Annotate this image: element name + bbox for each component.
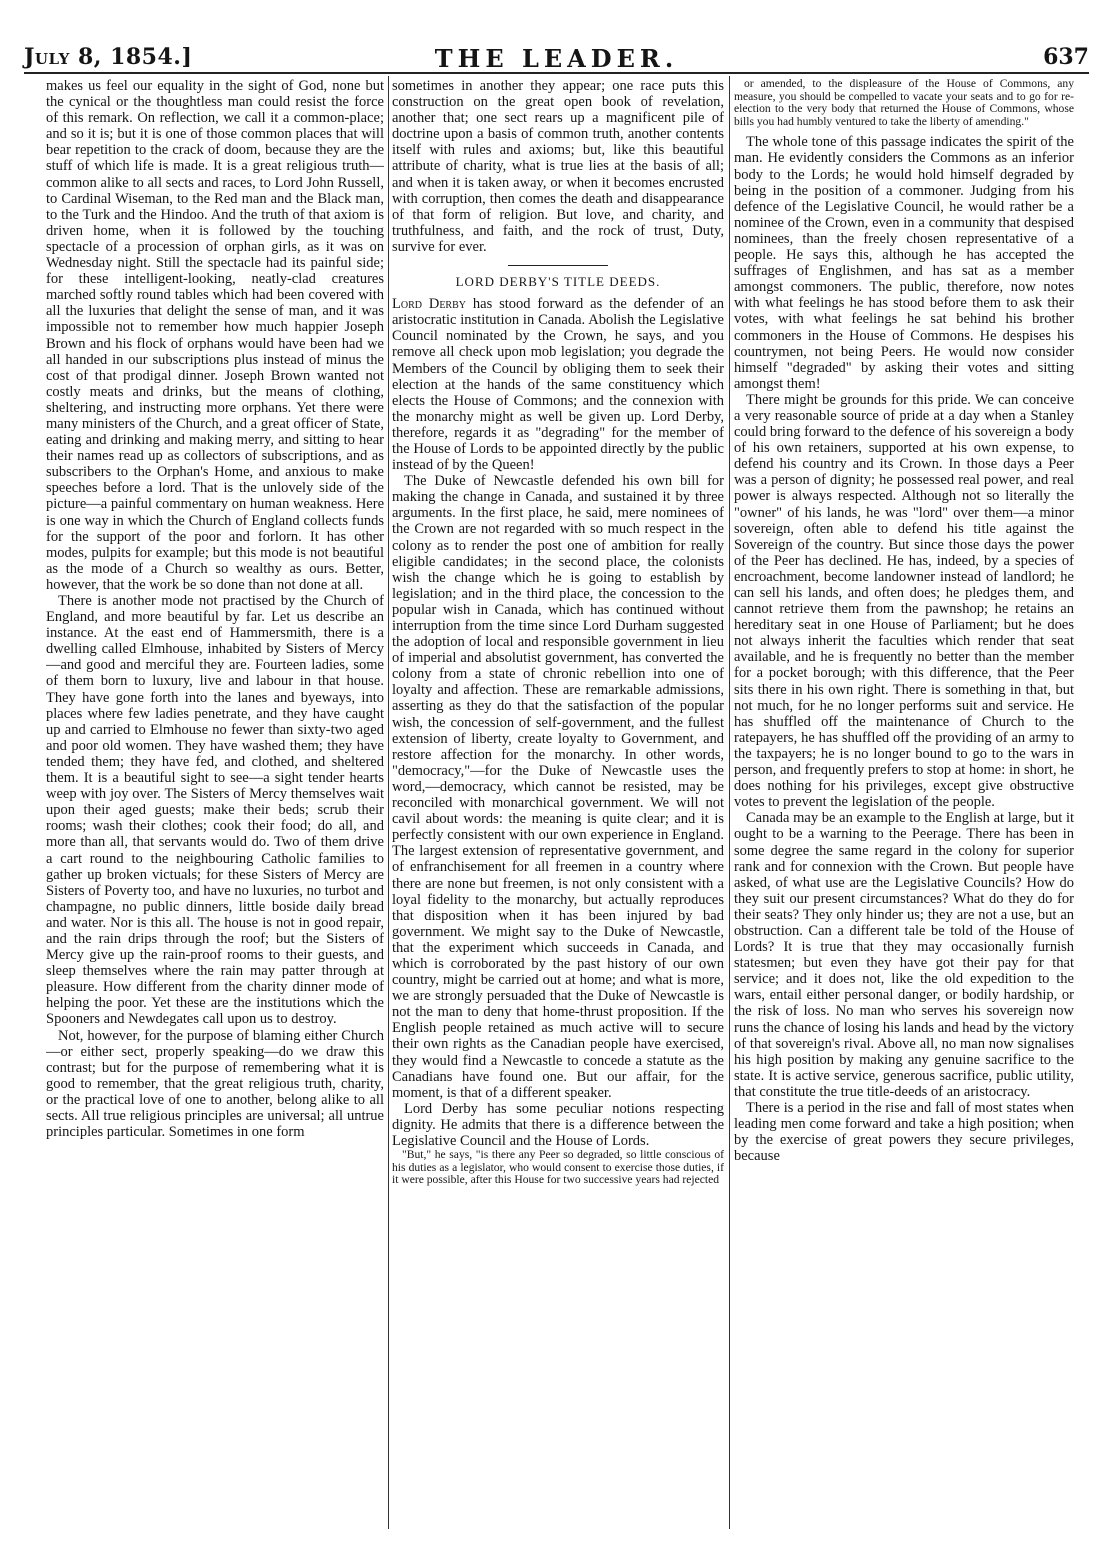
quotation-block-end [734, 78, 1074, 128]
newspaper-title: THE LEADER. [434, 44, 679, 73]
quotation-text-end: or amended, to the displeasure of the House of Commons, any measure, you should be compelled to vacate your seats and to go for re-election to the very body that returned the House of Commons, whose bills you had humbly ventured to take the liberty of amending." [734, 78, 1074, 128]
col1-paragraph-3: Not, however, for the purpose of blaming either Church—or either sect, properly speaking—do we draw this contrast; but for the purpose of remembering what it is good to remember, that the great religious truth, charity, or the practical love of one to another, belong alike to all sects. All true religious principles are universal; all untrue principles particular. Sometimes in one form [46, 1027, 384, 1141]
article-lead-name: Lord Derby [392, 296, 466, 313]
header-rule [24, 72, 1089, 74]
column-3 [734, 78, 1074, 1533]
col3-paragraph-3: Canada may be an example to the English at large, but it ought to be a warning to the Peerage. There has been in some degree the same regard in the colony for superior rank and for connexion with the Crown. But people have asked, of what use are the Legislative Councils? How do they suit our present circumstances? What do they do for their seats? They only hinder us; they are not a use, but an obstruction. Can a different tale be told of the House of Lords? It is true that they may occasionally furnish statesmen; but even they have got their pay for that service; and it does not, like the old expedition to the wars, entail either personal danger, or bodily hardship, or the risk of loss. No man who serves his sovereign now runs the chance of losing his lands and head by the victory of that sovereign's rival. Above all, no man now signalises his high position by making any genuine sacrifice to the state. It is active service, generous sacrifice, public utility, that constitute the true title-deeds of an aristocracy. [734, 810, 1074, 1100]
issue-date: July 8, 1854.] [24, 44, 193, 70]
col3-paragraph-4: There is a period in the rise and fall of most states when leading men come forward and take a high position; when by the exercise of great powers they secure privileges, because [734, 1100, 1074, 1165]
column-1 [46, 78, 384, 1533]
article-lead-paragraph [392, 296, 724, 473]
col3-paragraph-2: There might be grounds for this pride. We can conceive a very reasonable source of pride at a day when a Stanley could bring forward to the defence of his sovereign a body of his own retainers, supported at his own expense, to defend his country and its Crown. In those days a Peer was a person of dignity; he possessed real power, and real power is always respected. Although not so literally the "owner" of his lands, he was "lord" over them—a minor sovereign, often able to defend his title against the Sovereign of the country. But since those days the power of the Peer has declined. He has, indeed, by a species of encroachment, become landowner instead of landlord; he can sell his lands, and often does; he pledges them, and cannot retrieve them from the pawnshop; he retains an hereditary seat in one House of Parliament; but he does not always inherit the faculties which render that seat available, and he is frequently no better than the member for a pocket borough; with this difference, that the Peer sits there in his own right. There is something in that, but not much, for he no longer performs suit and service. He has shuffled off the maintenance of Church to the ratepayers, he has shuffled off the providing of an army to the taxpayers; he is no longer bound to go to the wars in person, and frequently prefers to stop at home: in short, he does nothing for his privileges, except give obstructive votes to prevent the legislation of the people. [734, 391, 1074, 811]
masthead [24, 44, 1089, 74]
col3-paragraph-1: The whole tone of this passage indicates the spirit of the man. He evidently considers the Commons as an inferior body to the Lords; he would hold himself degraded by being in the position of a commoner. Judging from his defence of the Legislative Council, he would rather be a nominee of the Crown, even in a community that despised nominees, than the freely chosen representative of a people. He says this, although he has accepted the suffrages of Englishmen, and has sat as a member amongst commoners. The public, therefore, now notes with what feelings he has stood before them to ask their votes, with what feelings he sat behind his brother commoners in the House of Commons. He despises his countrymen, not being Peers. He would now consider himself "degraded" by asking their votes and sitting amongst them! [734, 134, 1074, 392]
article-heading: LORD DERBY'S TITLE DEEDS. [455, 274, 661, 290]
article-paragraph-2: The Duke of Newcastle defended his own bill for making the change in Canada, and sustained it by three arguments. In the first place, he said, mere nominees of the Crown are not regarded with so much respect in the colony as to render the post one of ambition for really eligible candidates; in the second place, the colonists wish the change which he is going to establish by legislation; and in the third place, the concession to the popular wish in Canada, which has continued without interruption from the time since Lord Durham suggested the adoption of local and responsible government in lieu of imperial and absolutist government, has converted the colony from a state of chronic rebellion into one of loyalty and affection. These are remarkable admissions, asserting as they do that the satisfaction of the popular wish, the concession of self-government, and the fullest extension of liberty, create loyalty to Government, and restore affection for the monarchy. In other words, "democracy,"—for the Duke of Newcastle uses the word,—democracy, which cannot be resisted, may be reconciled with monarchical government. We will not cavil about words: the meaning is quite clear; and it is perfectly consistent with our own experience in England. The largest extension of representative government, and of enfranchisement for all freemen in a country where there are none but freemen, is not only consistent with a loyal fidelity to the monarchy, but actually reproduces that disposition when it has been injured by bad government. We might say to the Duke of Newcastle, that the experiment which succeeds in Canada, and which is corroborated by the past history of our own country, might be carried out at home; and what is more, we are strongly persuaded that the Duke of Newcastle is not the man to deny that home-thrust proposition. If the English people retained as much active will to secure their own rights as the Canadian people have exercised, they would find a Newcastle to concede a statute as the Canadians have found one. But our affair, for the moment, is that of a different speaker. [392, 473, 724, 1101]
page-number: 637 [1043, 44, 1089, 70]
quotation-text-start: "But," he says, "is there any Peer so degraded, so little conscious of his duties as a legislator, who would consent to exercise those duties, if it were possible, after this House for two successive years had rejected [392, 1148, 724, 1187]
column-rule-1 [388, 76, 389, 1529]
column-rule-2 [729, 76, 730, 1529]
col2-paragraph-continuation: sometimes in another they appear; one race puts this construction on the great open book of revelation, another that; one sect rears up a magnificent pile of doctrine upon a basis of common truth, another contents itself with rules and axioms; but, like this beautiful attribute of charity, what is true lies at the basis of all; and when it is taken away, or when it becomes encrusted with corruption, then comes the death and disappearance of that form of religion. But love, and charity, and truthfulness, and faith, and the rock of trust, Duty, survive for ever. [392, 78, 724, 255]
article-paragraph-3: Lord Derby has some peculiar notions respecting dignity. He admits that there is a difference between the Legislative Council and the House of Lords. [392, 1100, 724, 1149]
quotation-block-start [392, 1149, 724, 1187]
col1-paragraph-1: makes us feel our equality in the sight of God, none but the cynical or the thoughtless man could resist the force of this remark. On reflection, we call it a common-place; and so it is; but it is one of those common places that will bear repetition to the crack of doom, because they are the stuff of which life is made. It is a great religious truth—common alike to all sects and races, to Lord John Russell, to Cardinal Wiseman, to the Red man and the Black man, to the Turk and the Hindoo. And the truth of that axiom is driven home, when it is followed by the touching spectacle of a procession of orphan girls, as it was on Wednesday night. Still the spectacle had its painful side; for these intelligent-looking, neatly-clad creatures marched softly round tables which had been covered with all the luxuries that delight the sense of man, and it was impossible not to remember how much happier Joseph Brown and his flock of orphans would have been had we all handed in our subscriptions plus instead of minus the cost of that prodigal dinner. Joseph Brown wanted not costly meats and drinks, but the means of clothing, sheltering, and instructing more orphans. Yet there were many ministers of the Church, and a great officer of State, eating and drinking and making merry, and sitting to hear their names read up as collectors of subscriptions, and as subscribers to the Orphan's Home, and anxious to make speeches before a lord. That is the unlovely side of the picture—a painful commentary on human weakness. Here is one way in which the Church of England collects funds for the support of the poor and forlorn. It has other modes, pulpits for example; but this mode is not beautiful as the mode of a Church so wealthy as ours. Better, however, that the work be so done than not done at all. [46, 78, 384, 593]
article-lead-text: has stood forward as the defender of an aristocratic institution in Canada. Abolish the Legislative Council nominated by the Crown, he says, and you remove all check upon mob legislation; you degrade the Members of the Council by obliging them to seek their election at the hands of the same constituency which elects the House of Commons; and the connexion with the monarchy might as well be given up. Lord Derby, therefore, regards it as "degrading" for the member of the House of Lords to be appointed directly by the public instead of by the Queen! [392, 296, 724, 474]
section-divider [508, 265, 608, 266]
column-2 [392, 78, 724, 1533]
col1-paragraph-2: There is another mode not practised by the Church of England, and more beautiful by far. Let us describe an instance. At the east end of Hammersmith, there is a dwelling called Elmhouse, inhabited by Sisters of Mercy—and good and merciful they are. Fourteen ladies, some of them born to luxury, live and labour in that house. They have gone forth into the lanes and byeways, into places where few ladies penetrate, and they have caught up and carried to Elmhouse no fewer than sixty-two aged and poor old women. They have washed them; they have tended them; they have fed, and clothed, and sheltered them. It is a beautiful sight to see—a sight tender hearts weep with joy over. The Sisters of Mercy themselves wait upon their aged guests; make their beds; scrub their rooms; wash their clothes; cook their food; do all, and more than all, that servants would do. Two of them drive a cart round to the neighbouring Catholic families to gather up broken victuals; for these Sisters of Mercy are Sisters of Poverty too, and have no luxuries, no turbot and champagne, no public dinners, little boside daily bread and water. Nor is this all. The house is not in good repair, and the rain drips through the roof; but the Sisters of Mercy give up the rain-proof rooms to their guests, and sleep themselves where the rain may patter through at pleasure. How different from the charity dinner mode of helping the poor. Yet these are the institutions which the Spooners and Newdegates call upon us to destroy. [46, 593, 384, 1028]
